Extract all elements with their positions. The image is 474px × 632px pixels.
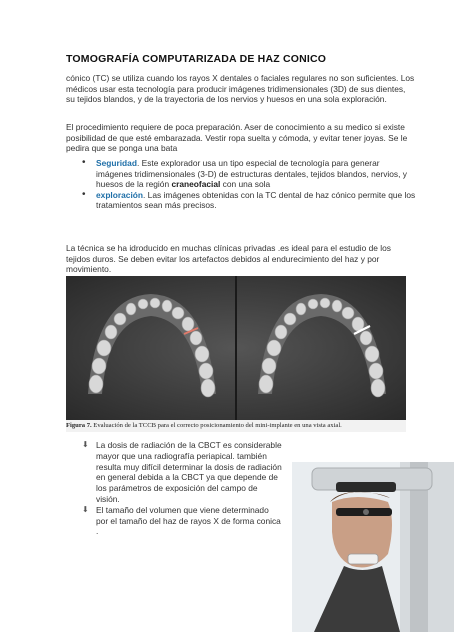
down-arrow-icon: ⬇ bbox=[82, 440, 89, 449]
bullet-text: . Las imágenes obtenidas con la TC dental de haz cónico permite que los tratamientos sean más precisos. bbox=[96, 189, 416, 211]
bullet-text: La dosis de radiación de la CBCT es considerable mayor que una radiografía periapical. también resulta muy difícil determinar la dosis de radiación en general debida a la CBCT ya que depende de los parámetros de exposición del campo de visión. bbox=[96, 440, 282, 504]
bullet-keyword: Seguridad bbox=[96, 158, 137, 168]
down-arrow-icon: ⬇ bbox=[82, 504, 89, 514]
preparation-paragraph: El procedimiento requiere de poca preparación. Aser de conocimiento a su medico si existe posibilidad de que esté embarazada. Vestir ropa suelta y cómoda, y evitar tener joyas. Se le pedira que se ponga una bata bbox=[66, 122, 408, 154]
bullet-item-volume bbox=[82, 505, 282, 537]
technique-paragraph: La técnica se ha idroducido en muchas clínicas privadas .es ideal para el estudio de los tejidos duros. Se deben evitar los artefactos debidos al endurecimiento del haz y por movimiento. bbox=[66, 243, 391, 275]
figure-caption-label: Figura 7. bbox=[66, 422, 92, 429]
dose-bullet-list bbox=[82, 440, 282, 537]
bullet-item-exploration bbox=[78, 190, 418, 211]
bullet-bold-term: craneofacial bbox=[171, 179, 221, 190]
bullet-text: . Este explorador usa un tipo especial de tecnología para generar imágenes tridimensionales (3-D) de estructuras dentales, tejidos blandos, nervios, y huesos de la región bbox=[96, 158, 407, 190]
figure-caption-text: Evaluación de la TCCB para el correcto posicionamiento del mini-implante en una vista axial. bbox=[91, 422, 342, 429]
bullet-dot-icon: • bbox=[82, 157, 86, 168]
cbct-figure bbox=[66, 276, 406, 428]
feature-bullet-list bbox=[78, 158, 418, 211]
intro-paragraph: cónico (TC) se utiliza cuando los rayos X dentales o faciales regulares no son suficientes. Los médicos usar esta tecnología para producir imágenes tridimensionales (3D) de sus dientes, su tejidos blandos, y de la trayectoria de los nervios y huesos en una sola exploración. bbox=[66, 73, 415, 105]
bullet-item-security bbox=[78, 158, 418, 190]
bullet-text-end: con una sola bbox=[220, 179, 271, 190]
figure-caption bbox=[66, 420, 406, 432]
bullet-text: El tamaño del volumen que viene determinado por el tamaño del haz de rayos X de forma conica . bbox=[96, 504, 281, 537]
dental-arch-scan-image bbox=[66, 276, 406, 420]
bullet-item-dose bbox=[82, 440, 282, 505]
document-title: TOMOGRAFÍA COMPUTARIZADA DE HAZ CONICO bbox=[66, 53, 327, 65]
patient-scanner-photo bbox=[292, 462, 454, 632]
bullet-keyword: exploración bbox=[96, 189, 144, 200]
bullet-dot-icon: • bbox=[82, 188, 86, 200]
